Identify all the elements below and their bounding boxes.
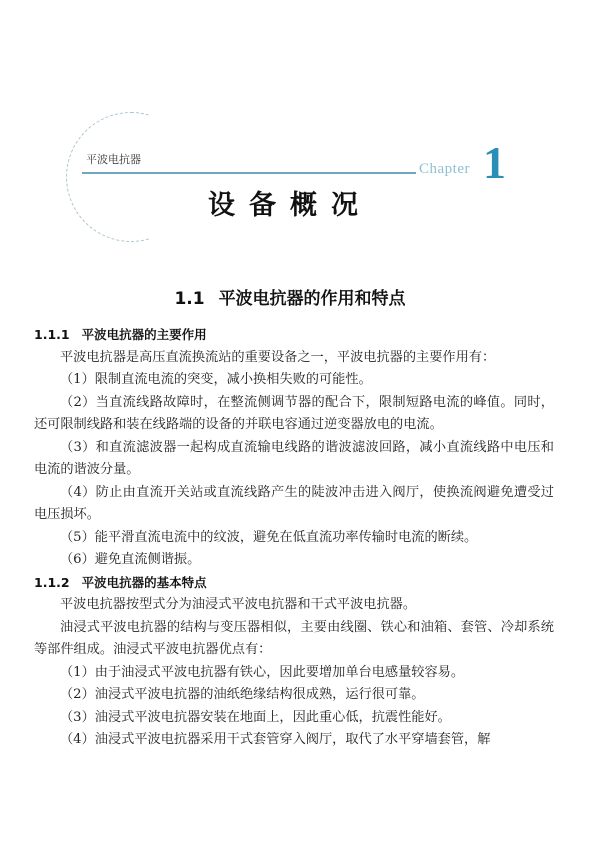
section-number: 1.1 [174,289,205,309]
list-item: （2）当直流线路故障时，在整流侧调节器的配合下，限制短路电流的峰值。同时，还可限制线路和装在线路端的设备的并联电容通过逆变器放电的电流。 [34,394,554,432]
list-item: （4）油浸式平波电抗器采用干式套管穿入阀厅，取代了水平穿墙套管，解 [60,732,491,747]
list-item: （5）能平滑直流电流中的纹波，避免在低直流功率传输时电流的断续。 [60,529,478,545]
body-text [34,324,554,752]
subsection-heading [34,324,554,347]
subsection-number: 1.1.1 [34,327,70,342]
paragraph: 平波电抗器按型式分为油浸式平波电抗器和干式平波电抗器。 [60,597,417,612]
list-item: （2）油浸式平波电抗器的油纸绝缘结构很成熟，运行很可靠。 [60,687,425,702]
list-item: （3）和直流滤波器一起构成直流输电线路的谐波滤波回路，减小直流线路中电压和电流的谐波分量。 [34,439,554,477]
chapter-title: 设备概况 [208,190,372,221]
subsection-title: 平波电抗器的基本特点 [81,574,207,590]
chapter-number: 1 [483,137,506,188]
list-item: （6）避免直流侧谐振。 [60,552,201,567]
section-heading [0,284,580,309]
paragraph: 平波电抗器是高压直流换流站的重要设备之一，平波电抗器的主要作用有： [60,349,496,365]
chapter-rule [82,172,416,174]
list-item: （3）油浸式平波电抗器安装在地面上，因此重心低，抗震性能好。 [60,709,451,725]
circle-mask [150,110,210,250]
list-item: （4）防止由直流开关站或直流线路产生的陡波冲击进入阀厅，使换流阀避免遭受过电压损坏。 [34,484,554,522]
list-item: （1）限制直流电流的突变，减小换相失败的可能性。 [60,372,372,387]
paragraph: 油浸式平波电抗器的结构与变压器相似，主要由线圈、铁心和油箱、套管、冷却系统等部件组成。油浸式平波电抗器优点有： [34,619,554,657]
subsection-heading [34,572,554,595]
list-item: （1）由于油浸式平波电抗器有铁心，因此要增加单台电感量较容易。 [60,664,465,680]
section-title: 平波电抗器的作用和特点 [218,289,406,309]
running-head: 平波电抗器 [86,153,141,166]
subsection-number: 1.1.2 [34,574,70,590]
chapter-label: Chapter [419,161,470,177]
subsection-title: 平波电抗器的主要作用 [81,327,207,342]
